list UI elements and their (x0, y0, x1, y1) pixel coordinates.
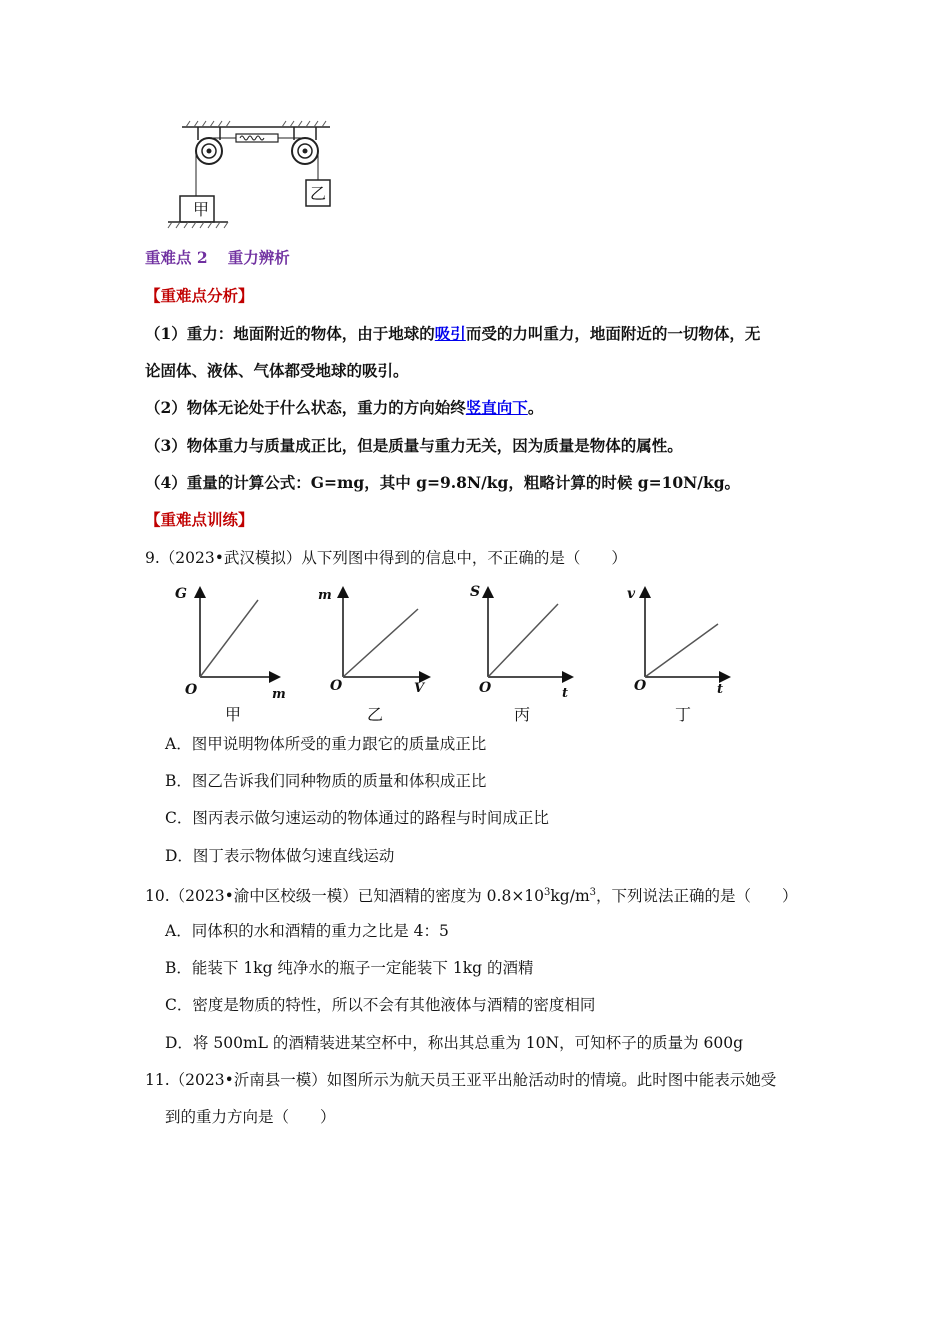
analysis-p2 (145, 398, 543, 418)
graph-ding-xlabel: t (717, 682, 724, 697)
analysis-p4: （4）重量的计算公式：G=mg，其中 g=9.8N/kg，粗略计算的时候 g=10N/kg。 (145, 473, 741, 492)
q10-stem-c: ，下列说法正确的是（ ） (596, 887, 798, 906)
block-jia-label: 甲 (192, 200, 209, 219)
section-title (145, 248, 290, 268)
q9-option-c[interactable]: C．图丙表示做匀速运动的物体通过的路程与时间成正比 (165, 809, 549, 827)
analysis-header: 【重难点分析】 (145, 286, 254, 305)
analysis-p2-text-b: 。 (527, 398, 544, 417)
analysis-p3: （3）物体重力与质量成正比，但是质量与重力无关，因为质量是物体的属性。 (145, 436, 683, 455)
q10-sup2: 3 (589, 887, 597, 898)
analysis-p2-text-a: （2）物体无论处于什么状态，重力的方向始终 (145, 398, 466, 417)
analysis-p1 (145, 324, 760, 344)
training-header: 【重难点训练】 (145, 510, 254, 529)
block-yi-label: 乙 (309, 184, 326, 203)
graph-jia-caption: 甲 (225, 705, 242, 724)
graph-ding-ylabel: v (627, 586, 636, 602)
graph-ding-origin: O (634, 678, 647, 694)
graph-bing-origin: O (479, 680, 492, 696)
graph-bing-line (488, 604, 558, 677)
analysis-p1-text-a: （1）重力：地面附近的物体，由于地球的 (145, 324, 435, 343)
q9-graphs (160, 582, 760, 722)
analysis-p1-text-b: 而受的力叫重力，地面附近的一切物体，无 (465, 324, 761, 343)
q10-option-a[interactable]: A．同体积的水和酒精的重力之比是 4：5 (165, 922, 449, 940)
graph-jia-xlabel: m (272, 687, 286, 702)
graph-bing-xlabel: t (562, 686, 569, 701)
graph-jia (200, 592, 275, 677)
graph-bing-ylabel: S (470, 584, 481, 600)
graph-yi-ylabel: m (318, 588, 332, 603)
q10-option-c[interactable]: C．密度是物质的特性，所以不会有其他液体与酒精的密度相同 (165, 996, 596, 1014)
q10-stem-a: 10.（2023•渝中区校级一模）已知酒精的密度为 0.8×10 (145, 887, 545, 906)
graph-jia-line (200, 600, 258, 677)
q9-stem: 9.（2023•武汉模拟）从下列图中得到的信息中，不正确的是（ ） (145, 549, 627, 567)
graph-bing-caption: 丙 (514, 705, 531, 724)
graph-bing (488, 592, 568, 677)
graph-jia-origin: O (185, 682, 198, 698)
graph-yi-caption: 乙 (367, 705, 384, 724)
link-xiyin[interactable]: 吸引 (434, 324, 466, 343)
graph-yi-origin: O (330, 678, 343, 694)
graph-ding-caption: 丁 (675, 705, 692, 724)
graph-ding (645, 592, 725, 677)
link-shuzhixiangxia[interactable]: 竖直向下 (465, 398, 528, 417)
graph-yi (343, 592, 425, 677)
q9-option-d[interactable]: D．图丁表示物体做匀速直线运动 (165, 847, 395, 865)
q10-stem (145, 883, 798, 906)
q10-option-d[interactable]: D．将 500mL 的酒精装进某空杯中，称出其总重为 10N，可知杯子的质量为 600g (165, 1034, 744, 1052)
q11-stem-line1: 11.（2023•沂南县一模）如图所示为航天员王亚平出舱活动时的情境。此时图中能表示她受 (145, 1071, 777, 1089)
graph-yi-xlabel: V (414, 681, 425, 696)
q10-option-b[interactable]: B．能装下 1kg 纯净水的瓶子一定能装下 1kg 的酒精 (165, 959, 534, 977)
q9-option-a[interactable]: A．图甲说明物体所受的重力跟它的质量成正比 (165, 735, 487, 753)
graph-yi-line (343, 609, 418, 677)
q10-stem-b: kg/m (550, 887, 590, 906)
section-title-text: 重力辨析 (227, 248, 290, 267)
graph-jia-ylabel: G (175, 586, 187, 602)
q11-stem-line2: 到的重力方向是（ ） (165, 1108, 336, 1126)
section-title-num: 重难点 2 (145, 248, 208, 267)
q10-sup1: 3 (544, 887, 551, 898)
graph-ding-line (645, 624, 718, 677)
analysis-p1-cont: 论固体、液体、气体都受地球的吸引。 (145, 361, 409, 380)
spring-scale (236, 134, 278, 142)
q9-option-b[interactable]: B．图乙告诉我们同种物质的质量和体积成正比 (165, 772, 487, 790)
